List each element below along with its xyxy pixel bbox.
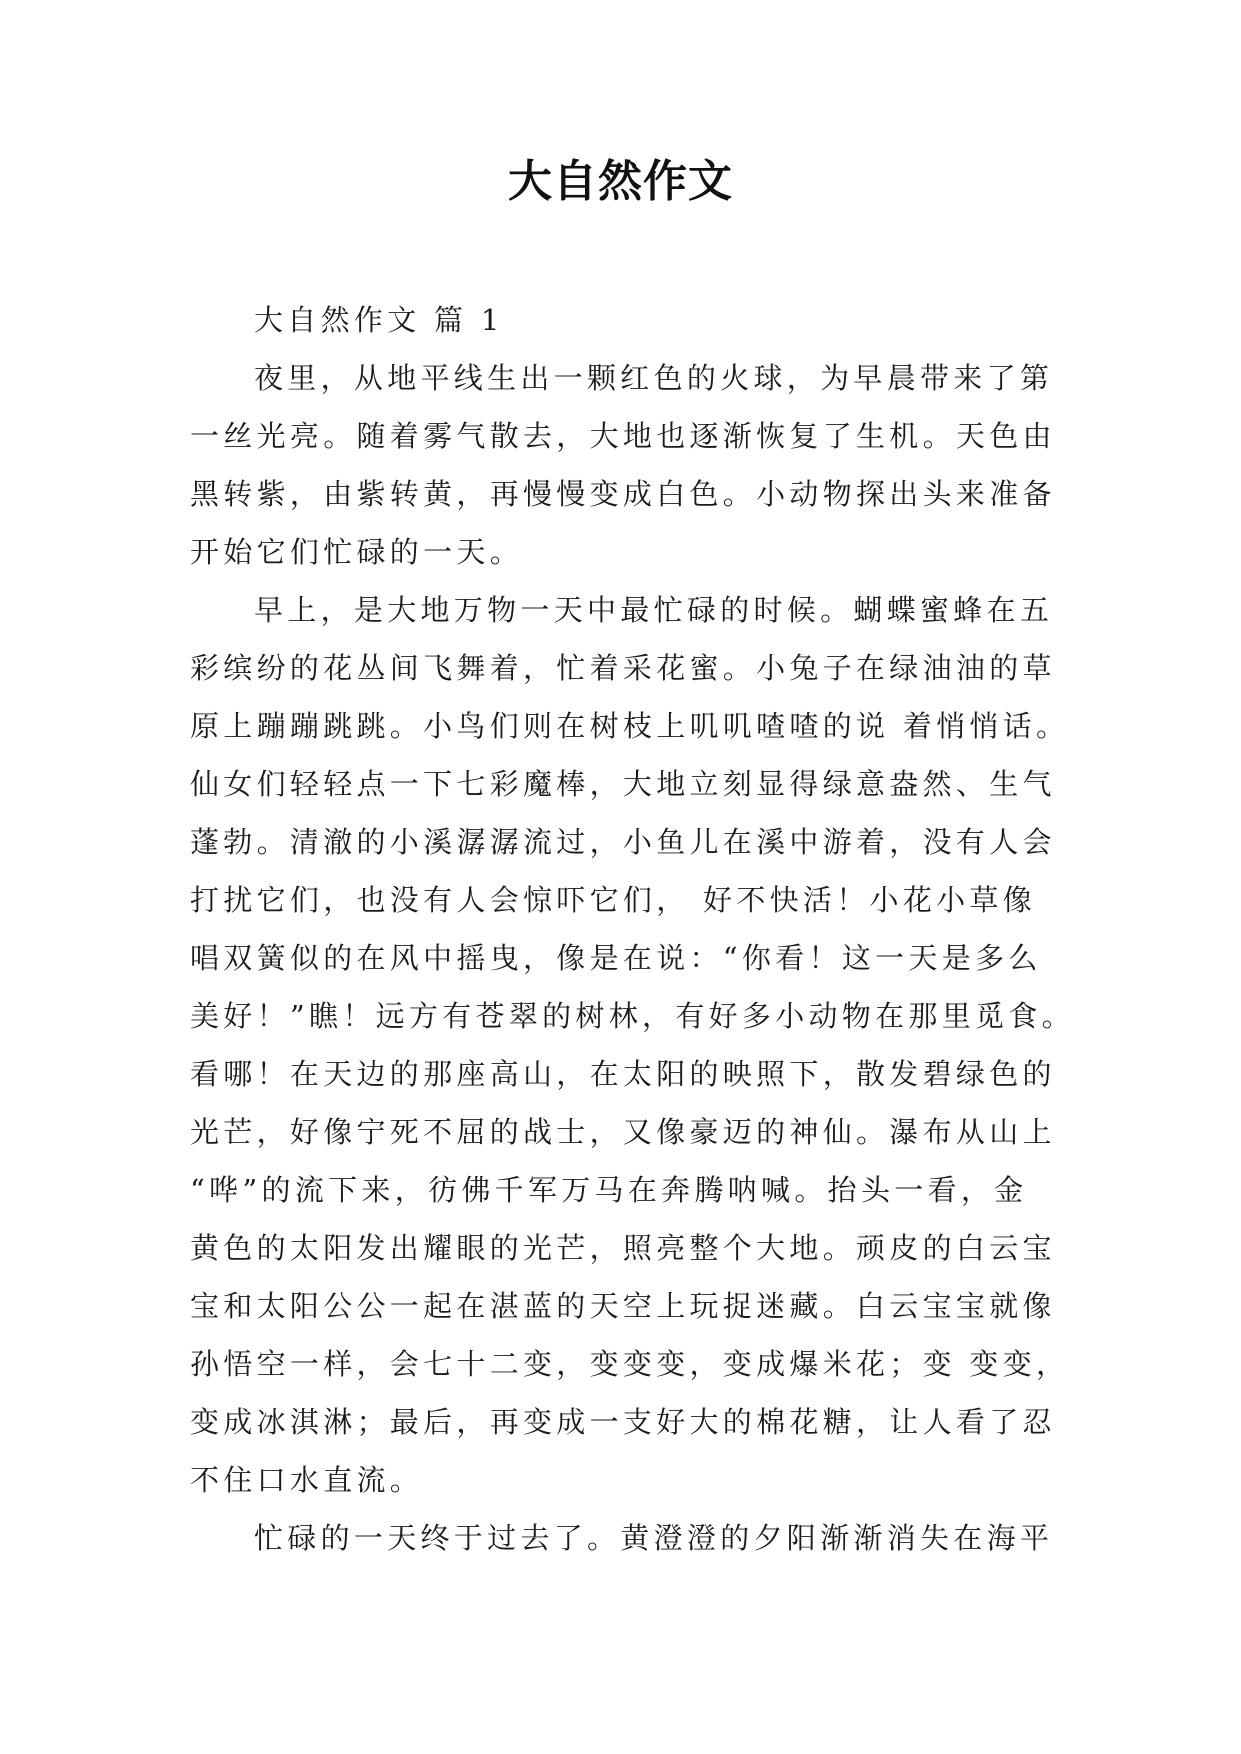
paragraph-line: 变成冰淇淋；最后，再变成一支好大的棉花糖，让人看了忍 [190, 1405, 1056, 1439]
page-title: 大自然作文 [508, 156, 733, 207]
section-heading: 大自然作文 篇 1 [254, 303, 504, 337]
paragraph-line: 美好！”瞧！远方有苍翠的树林，有好多小动物在那里觅食。 [190, 999, 1075, 1033]
paragraph-line: 唱双簧似的在风中摇曳，像是在说：“你看！这一天是多么 [190, 941, 1042, 975]
paragraph-line: 早上，是大地万物一天中最忙碌的时候。蝴蝶蜜蜂在五 [254, 593, 1054, 627]
paragraph-line: 一丝光亮。随着雾气散去，大地也逐渐恢复了生机。天色由 [190, 419, 1056, 453]
document-body [190, 291, 1075, 1567]
paragraph-line: 黄色的太阳发出耀眼的光芒，照亮整个大地。顽皮的白云宝 [190, 1231, 1056, 1265]
paragraph-line: 蓬勃。清澈的小溪潺潺流过，小鱼儿在溪中游着，没有人会 [190, 825, 1056, 859]
paragraph-line: 夜里，从地平线生出一颗红色的火球，为早晨带来了第 [254, 361, 1054, 395]
paragraph-line: 打扰它们，也没有人会惊吓它们， 好不快活！小花小草像 [190, 883, 1037, 917]
paragraph-line: 看哪！在天边的那座高山，在太阳的映照下，散发碧绿色的 [190, 1057, 1056, 1091]
paragraph-line: 光芒，好像宁死不屈的战士，又像豪迈的神仙。瀑布从山上 [190, 1115, 1056, 1149]
paragraph-line: 宝和太阳公公一起在湛蓝的天空上玩捉迷藏。白云宝宝就像 [190, 1289, 1056, 1323]
paragraph-line: “哗”的流下来，彷佛千军万马在奔腾呐喊。抬头一看，金 [190, 1173, 1028, 1207]
paragraph-line: 黑转紫，由紫转黄，再慢慢变成白色。小动物探出头来准备 [190, 477, 1056, 511]
paragraph-line: 仙女们轻轻点一下七彩魔棒，大地立刻显得绿意盎然、生气 [190, 767, 1056, 801]
paragraph-line: 开始它们忙碌的一天。 [190, 535, 524, 569]
paragraph-line: 孙悟空一样，会七十二变，变变变，变成爆米花；变 变变， [190, 1347, 1070, 1381]
paragraph-line: 忙碌的一天终于过去了。黄澄澄的夕阳渐渐消失在海平 [254, 1521, 1054, 1555]
paragraph-line: 原上蹦蹦跳跳。小鸟们则在树枝上叽叽喳喳的说 着悄悄话。 [190, 709, 1070, 743]
paragraph-line: 不住口水直流。 [190, 1463, 424, 1497]
paragraph-line: 彩缤纷的花丛间飞舞着，忙着采花蜜。小兔子在绿油油的草 [190, 651, 1056, 685]
